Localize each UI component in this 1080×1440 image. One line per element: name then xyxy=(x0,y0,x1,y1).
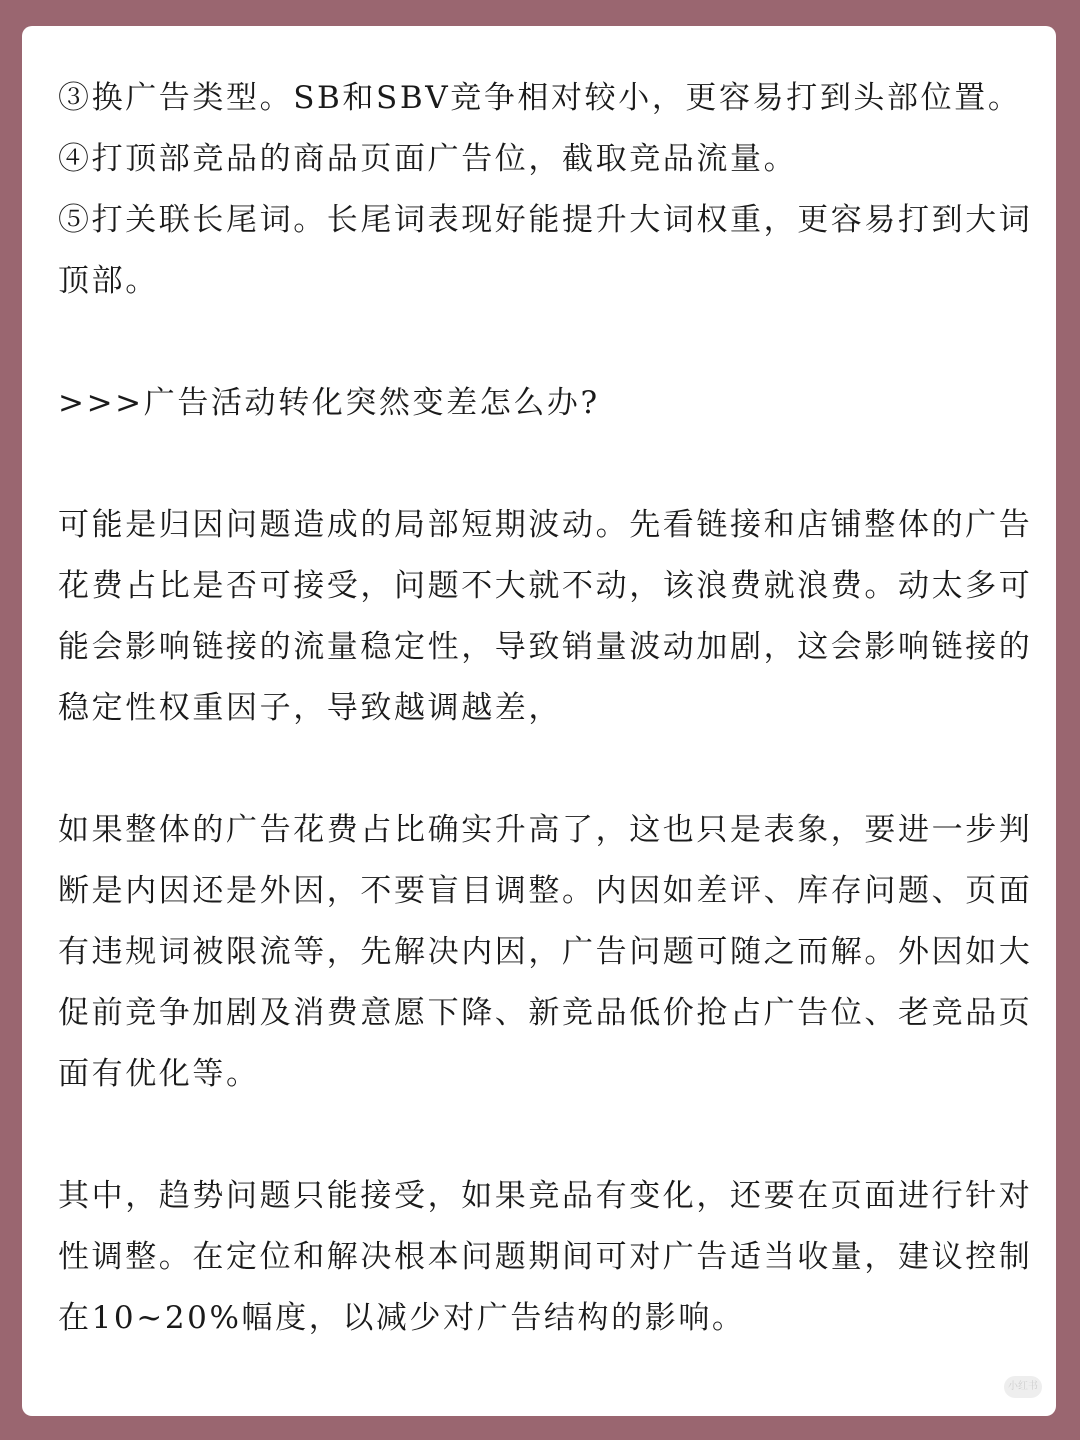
paragraph-2-line: 如果整体的广告花费占比确实升高了，这也只是表象，要进一步判 xyxy=(58,812,1033,848)
spacer xyxy=(58,434,1028,495)
paragraph-1-line: 能会影响链接的流量稳定性，导致销量波动加剧，这会影响链接的 xyxy=(58,629,1033,665)
paragraph-1 xyxy=(58,495,1033,739)
list-item-5: ⑤打关联长尾词。长尾词表现好能提升大词权重，更容易打到大词 xyxy=(58,202,1033,238)
intro-list xyxy=(58,68,1033,312)
spacer xyxy=(58,739,1028,800)
paragraph-3-line: 在10~20%幅度，以减少对广告结构的影响。 xyxy=(58,1300,746,1336)
list-item-5-continued: 顶部。 xyxy=(58,263,159,299)
paragraph-1-line: 可能是归因问题造成的局部短期波动。先看链接和店铺整体的广告 xyxy=(58,507,1033,543)
watermark-logo: 小红书 xyxy=(1004,1376,1042,1398)
spacer xyxy=(58,1105,1028,1166)
section-heading xyxy=(58,373,1028,434)
content-card xyxy=(22,26,1056,1416)
paragraph-2-line: 面有优化等。 xyxy=(58,1056,260,1092)
list-item-3: ③换广告类型。SB和SBV竞争相对较小，更容易打到头部位置。 xyxy=(58,80,1022,116)
paragraph-1-line: 花费占比是否可接受，问题不大就不动，该浪费就浪费。动太多可 xyxy=(58,568,1033,604)
paragraph-3-line: 性调整。在定位和解决根本问题期间可对广告适当收量，建议控制 xyxy=(58,1239,1033,1275)
paragraph-2 xyxy=(58,800,1033,1105)
paragraph-3-line: 其中，趋势问题只能接受，如果竞品有变化，还要在页面进行针对 xyxy=(58,1178,1033,1214)
paragraph-3 xyxy=(58,1166,1033,1349)
section-heading-text: >>>广告活动转化突然变差怎么办? xyxy=(58,385,600,421)
paragraph-2-line: 断是内因还是外因，不要盲目调整。内因如差评、库存问题、页面 xyxy=(58,873,1033,909)
list-item-4: ④打顶部竞品的商品页面广告位，截取竞品流量。 xyxy=(58,141,798,177)
spacer xyxy=(58,312,1028,373)
paragraph-1-line: 稳定性权重因子，导致越调越差， xyxy=(58,690,562,726)
paragraph-2-line: 有违规词被限流等，先解决内因，广告问题可随之而解。外因如大 xyxy=(58,934,1033,970)
article-body xyxy=(58,68,1033,1349)
paragraph-2-line: 促前竞争加剧及消费意愿下降、新竞品低价抢占广告位、老竞品页 xyxy=(58,995,1033,1031)
